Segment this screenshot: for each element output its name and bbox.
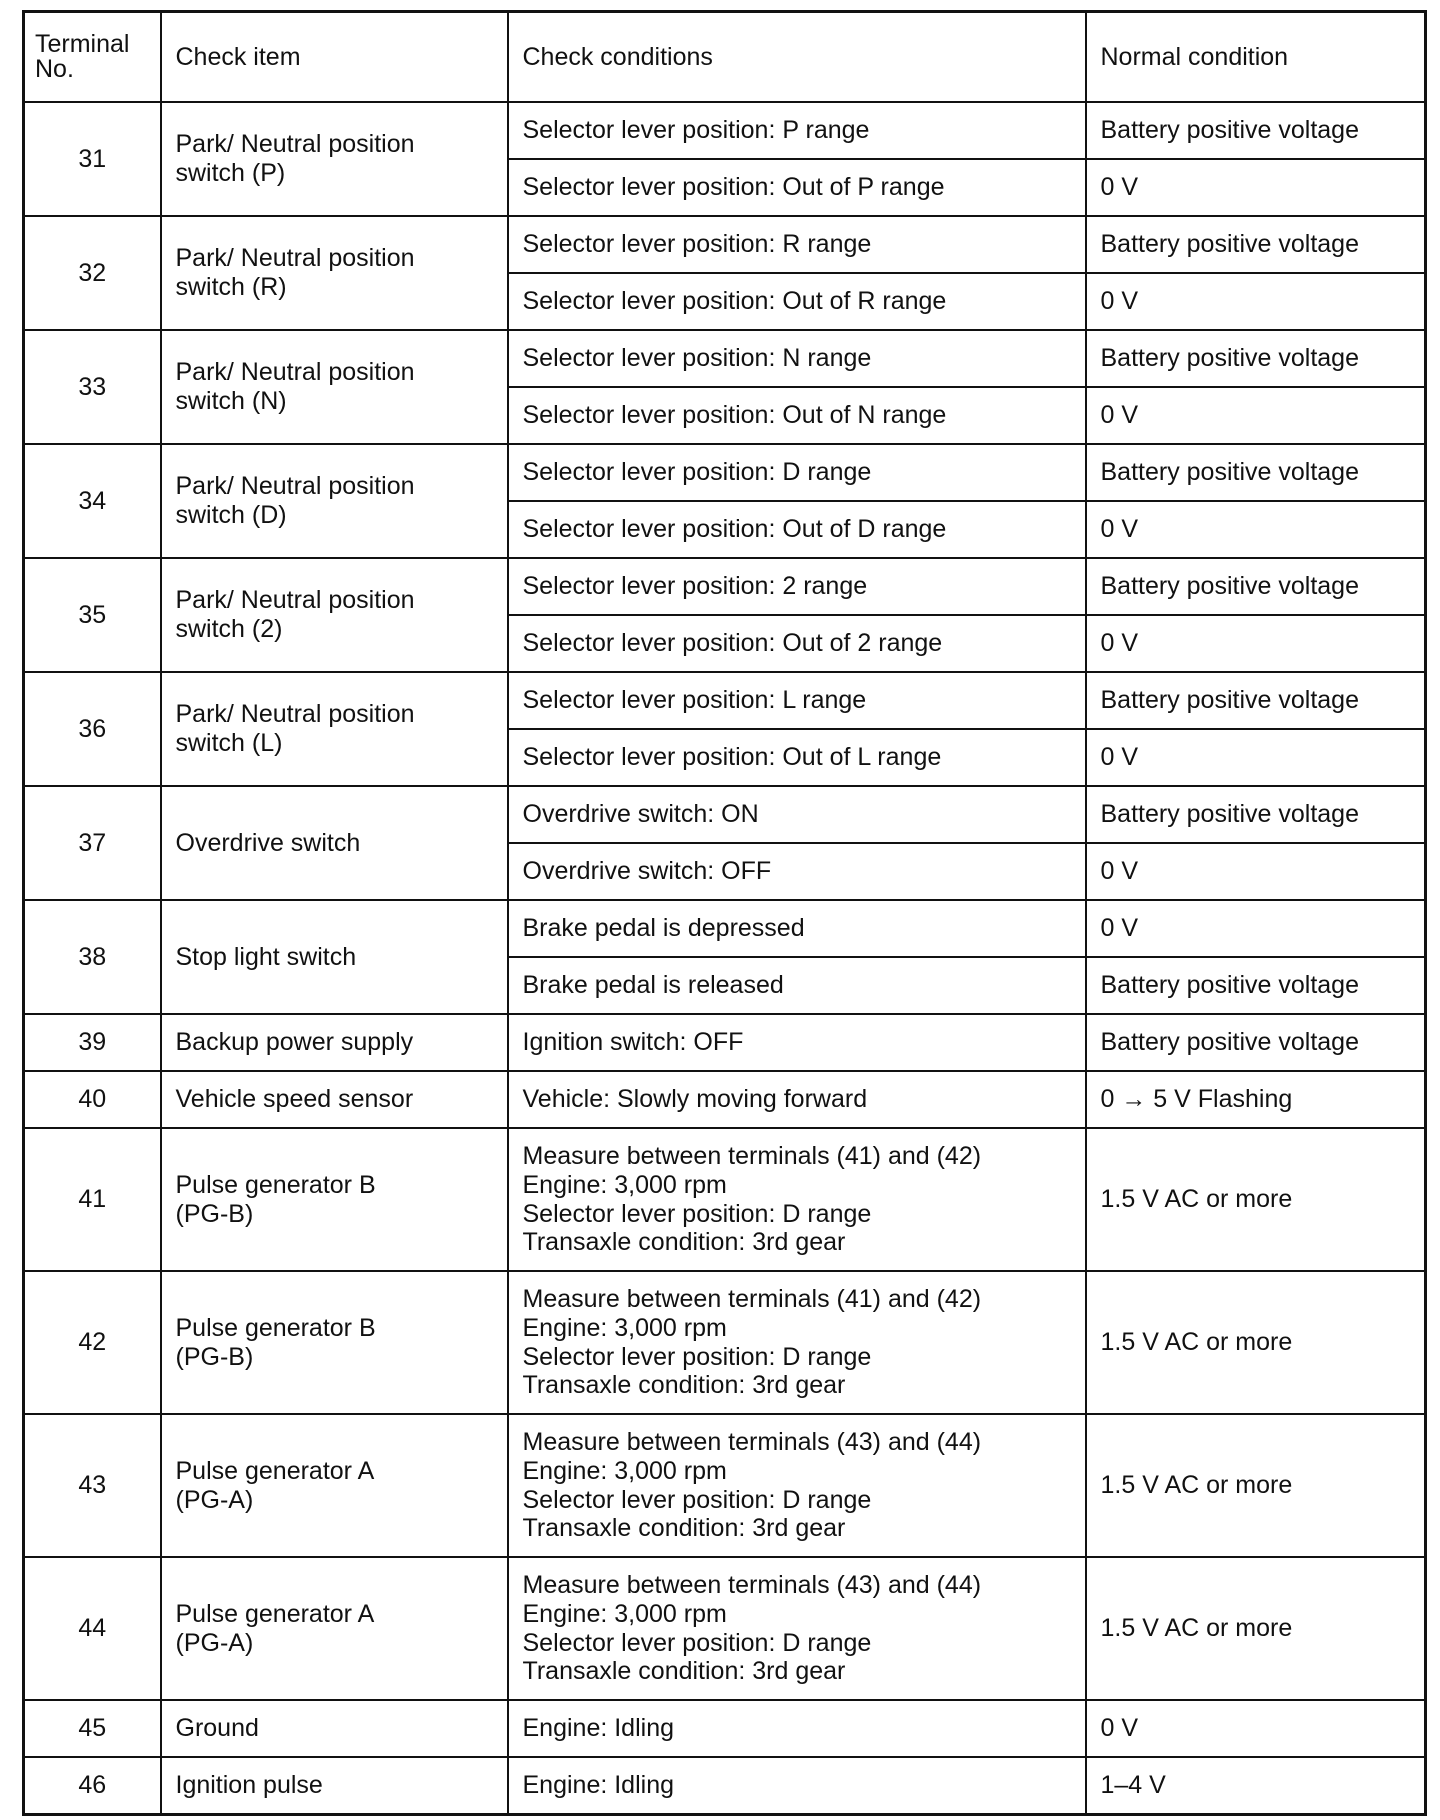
normal-condition: 0 V xyxy=(1086,501,1426,558)
terminal-number: 40 xyxy=(24,1071,161,1128)
terminal-number: 35 xyxy=(24,558,161,672)
check-condition: Overdrive switch: OFF xyxy=(508,843,1086,900)
normal-condition: Battery positive voltage xyxy=(1086,444,1426,501)
table-row xyxy=(24,1071,1426,1128)
table-row xyxy=(24,330,1426,387)
header-check-conditions: Check conditions xyxy=(508,12,1086,103)
check-condition: Engine: Idling xyxy=(508,1757,1086,1815)
check-condition: Selector lever position: P range xyxy=(508,102,1086,159)
check-item: Pulse generator B (PG-B) xyxy=(161,1128,508,1271)
terminal-check-table-page xyxy=(22,10,1424,1816)
check-condition: Brake pedal is released xyxy=(508,957,1086,1014)
normal-condition: 0 V xyxy=(1086,273,1426,330)
terminal-number: 36 xyxy=(24,672,161,786)
check-item: Stop light switch xyxy=(161,900,508,1014)
table-row xyxy=(24,558,1426,615)
terminal-number: 34 xyxy=(24,444,161,558)
table-row xyxy=(24,444,1426,501)
normal-condition: 0 V xyxy=(1086,387,1426,444)
normal-condition: 0 V xyxy=(1086,1700,1426,1757)
normal-condition: 1.5 V AC or more xyxy=(1086,1271,1426,1414)
table-row xyxy=(24,1700,1426,1757)
check-item: Park/ Neutral position switch (L) xyxy=(161,672,508,786)
normal-condition: 0 V xyxy=(1086,729,1426,786)
check-condition: Engine: Idling xyxy=(508,1700,1086,1757)
check-item: Pulse generator B (PG-B) xyxy=(161,1271,508,1414)
table-row xyxy=(24,900,1426,957)
normal-condition: 1.5 V AC or more xyxy=(1086,1128,1426,1271)
check-condition: Measure between terminals (43) and (44) Engine: 3,000 rpm Selector lever position: D range Transaxle condition: 3rd gear xyxy=(508,1414,1086,1557)
check-condition: Selector lever position: 2 range xyxy=(508,558,1086,615)
normal-condition: 0 → 5 V Flashing xyxy=(1086,1071,1426,1128)
check-condition: Selector lever position: R range xyxy=(508,216,1086,273)
normal-condition: Battery positive voltage xyxy=(1086,216,1426,273)
check-item: Pulse generator A (PG-A) xyxy=(161,1414,508,1557)
normal-condition: 0 V xyxy=(1086,159,1426,216)
check-condition: Brake pedal is depressed xyxy=(508,900,1086,957)
check-condition: Selector lever position: N range xyxy=(508,330,1086,387)
check-item: Ignition pulse xyxy=(161,1757,508,1815)
normal-condition: 0 V xyxy=(1086,843,1426,900)
check-condition: Measure between terminals (41) and (42) Engine: 3,000 rpm Selector lever position: D range Transaxle condition: 3rd gear xyxy=(508,1128,1086,1271)
check-condition: Selector lever position: Out of R range xyxy=(508,273,1086,330)
header-check-item: Check item xyxy=(161,12,508,103)
table-row xyxy=(24,102,1426,159)
normal-condition: 1.5 V AC or more xyxy=(1086,1557,1426,1700)
table-row xyxy=(24,1271,1426,1414)
table-row xyxy=(24,1557,1426,1700)
terminal-number: 42 xyxy=(24,1271,161,1414)
normal-condition: 1.5 V AC or more xyxy=(1086,1414,1426,1557)
terminal-number: 44 xyxy=(24,1557,161,1700)
terminal-number: 33 xyxy=(24,330,161,444)
check-item: Park/ Neutral position switch (D) xyxy=(161,444,508,558)
check-condition: Vehicle: Slowly moving forward xyxy=(508,1071,1086,1128)
table-row xyxy=(24,1128,1426,1271)
check-item: Park/ Neutral position switch (R) xyxy=(161,216,508,330)
check-item: Backup power supply xyxy=(161,1014,508,1071)
normal-condition: 0 V xyxy=(1086,615,1426,672)
check-condition: Selector lever position: Out of N range xyxy=(508,387,1086,444)
terminal-number: 45 xyxy=(24,1700,161,1757)
table-row xyxy=(24,1014,1426,1071)
check-condition: Ignition switch: OFF xyxy=(508,1014,1086,1071)
normal-condition: 0 V xyxy=(1086,900,1426,957)
normal-condition: Battery positive voltage xyxy=(1086,786,1426,843)
check-item: Overdrive switch xyxy=(161,786,508,900)
table-row xyxy=(24,216,1426,273)
table-row xyxy=(24,1414,1426,1557)
check-condition: Selector lever position: Out of P range xyxy=(508,159,1086,216)
terminal-number: 31 xyxy=(24,102,161,216)
terminal-number: 46 xyxy=(24,1757,161,1815)
check-item: Park/ Neutral position switch (N) xyxy=(161,330,508,444)
terminal-number: 39 xyxy=(24,1014,161,1071)
check-item: Pulse generator A (PG-A) xyxy=(161,1557,508,1700)
normal-condition: Battery positive voltage xyxy=(1086,330,1426,387)
terminal-check-table xyxy=(22,10,1427,1816)
normal-condition: 1–4 V xyxy=(1086,1757,1426,1815)
header-normal-condition: Normal condition xyxy=(1086,12,1426,103)
terminal-number: 38 xyxy=(24,900,161,1014)
check-condition: Overdrive switch: ON xyxy=(508,786,1086,843)
normal-condition: Battery positive voltage xyxy=(1086,1014,1426,1071)
header-terminal-no: Terminal No. xyxy=(24,12,161,103)
check-condition: Selector lever position: Out of D range xyxy=(508,501,1086,558)
check-condition: Measure between terminals (43) and (44) Engine: 3,000 rpm Selector lever position: D range Transaxle condition: 3rd gear xyxy=(508,1557,1086,1700)
terminal-number: 43 xyxy=(24,1414,161,1557)
terminal-number: 37 xyxy=(24,786,161,900)
check-item: Park/ Neutral position switch (2) xyxy=(161,558,508,672)
check-item: Vehicle speed sensor xyxy=(161,1071,508,1128)
normal-condition: Battery positive voltage xyxy=(1086,672,1426,729)
check-condition: Measure between terminals (41) and (42) Engine: 3,000 rpm Selector lever position: D range Transaxle condition: 3rd gear xyxy=(508,1271,1086,1414)
check-condition: Selector lever position: Out of 2 range xyxy=(508,615,1086,672)
terminal-number: 32 xyxy=(24,216,161,330)
check-condition: Selector lever position: Out of L range xyxy=(508,729,1086,786)
normal-condition: Battery positive voltage xyxy=(1086,102,1426,159)
table-row xyxy=(24,1757,1426,1815)
table-row xyxy=(24,672,1426,729)
table-header-row xyxy=(24,12,1426,103)
check-item: Ground xyxy=(161,1700,508,1757)
table-row xyxy=(24,786,1426,843)
normal-condition: Battery positive voltage xyxy=(1086,558,1426,615)
check-item: Park/ Neutral position switch (P) xyxy=(161,102,508,216)
terminal-number: 41 xyxy=(24,1128,161,1271)
normal-condition: Battery positive voltage xyxy=(1086,957,1426,1014)
check-condition: Selector lever position: L range xyxy=(508,672,1086,729)
check-condition: Selector lever position: D range xyxy=(508,444,1086,501)
